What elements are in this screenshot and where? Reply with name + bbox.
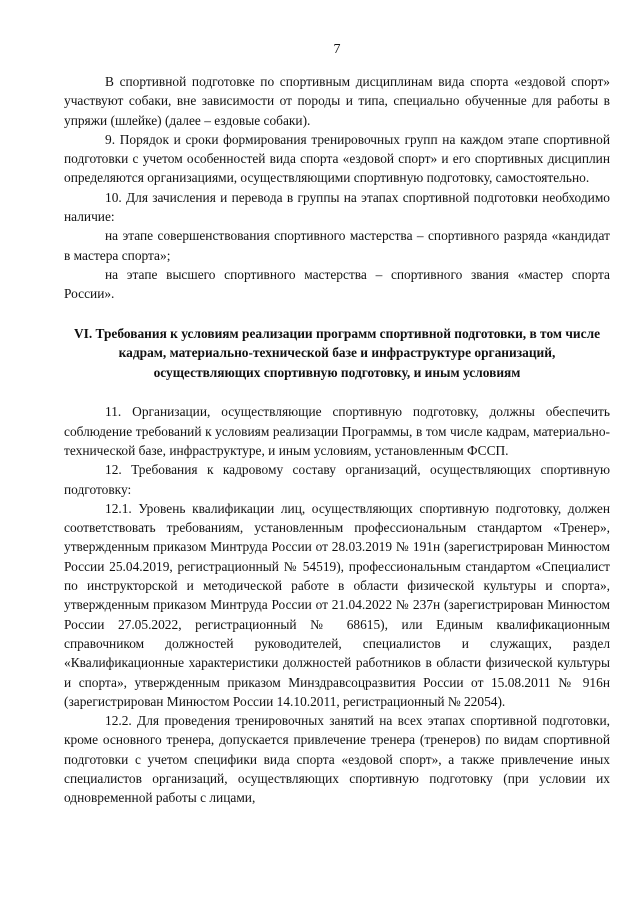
- paragraph-12-2: 12.2. Для проведения тренировочных занятий на всех этапах спортивной подготовки, кроме основного тренера, допускается привлечение тренера (тренеров) по видам спортивной подготовки с учетом специфики вида спорта «ездовой спорт», а также привлечение иных специалистов организаций, осуществляющих спортивную подготовку (при условии их одновременной работы с лицами,: [64, 713, 610, 806]
- paragraph-9: 9. Порядок и сроки формирования тренировочных групп на каждом этапе спортивной подготовки с учетом особенностей вида спорта «ездовой спорт» и его спортивных дисциплин определяются организациями, осуществляющими спортивную подготовку, самостоятельно.: [64, 131, 610, 186]
- paragraph-10-stage-improvement: на этапе совершенствования спортивного мастерства – спортивного разряда «кандидат в мастера спорта»;: [64, 228, 610, 263]
- paragraph-12: 12. Требования к кадровому составу организаций, осуществляющих спортивную подготовку:: [64, 462, 610, 497]
- paragraph-12-1: 12.1. Уровень квалификации лиц, осуществляющих спортивную подготовку, должен соответствовать требованиям, установленным профессиональным стандартом «Тренер», утвержденным приказом Минтруда России от 28.03.2019 № 191н (зарегистрирован Минюстом России 25.04.2019, регистрационный № 54519), профессиональным стандартом «Специалист по инструкторской и методической работе в области физической культуры и спорта», утвержденным приказом Минтруда России от 21.04.2022 № 237н (зарегистрирован Минюстом России 27.05.2022, регистрационный № 68615), или Единым квалификационным справочником должностей руководителей, специалистов и служащих, раздел «Квалификационные характеристики должностей работников в области физической культуры и спорта», утвержденным приказом Минздравсоцразвития России от 15.08.2011 № 916н (зарегистрирован Минюстом России 14.10.2011, регистрационный № 22054).: [64, 500, 610, 709]
- section-heading: VI. Требования к условиям реализации программ спортивной подготовки, в том числе кадрам, материально-технической базе и инфраструктуре организаций, осуществляющих спортивную подготовку, и иным условиям: [73, 325, 601, 380]
- paragraph-dogs: В спортивной подготовке по спортивным дисциплинам вида спорта «ездовой спорт» участвуют собаки, вне зависимости от породы и типа, специально обученные для работы в упряжи (шлейке) (далее – ездовые собаки).: [64, 74, 610, 128]
- page-number: 7: [333, 42, 341, 57]
- paragraph-11: 11. Организации, осуществляющие спортивную подготовку, должны обеспечить соблюдение требований к условиям реализации Программы, в том числе кадрам, материально-технической базе, инфраструктуре, и иным условиям, установленным ФССП.: [64, 404, 610, 458]
- paragraph-10: 10. Для зачисления и перевода в группы на этапах спортивной подготовки необходимо наличие:: [64, 189, 610, 225]
- paragraph-10-stage-highest: на этапе высшего спортивного мастерства – спортивного звания «мастер спорта России».: [64, 266, 610, 302]
